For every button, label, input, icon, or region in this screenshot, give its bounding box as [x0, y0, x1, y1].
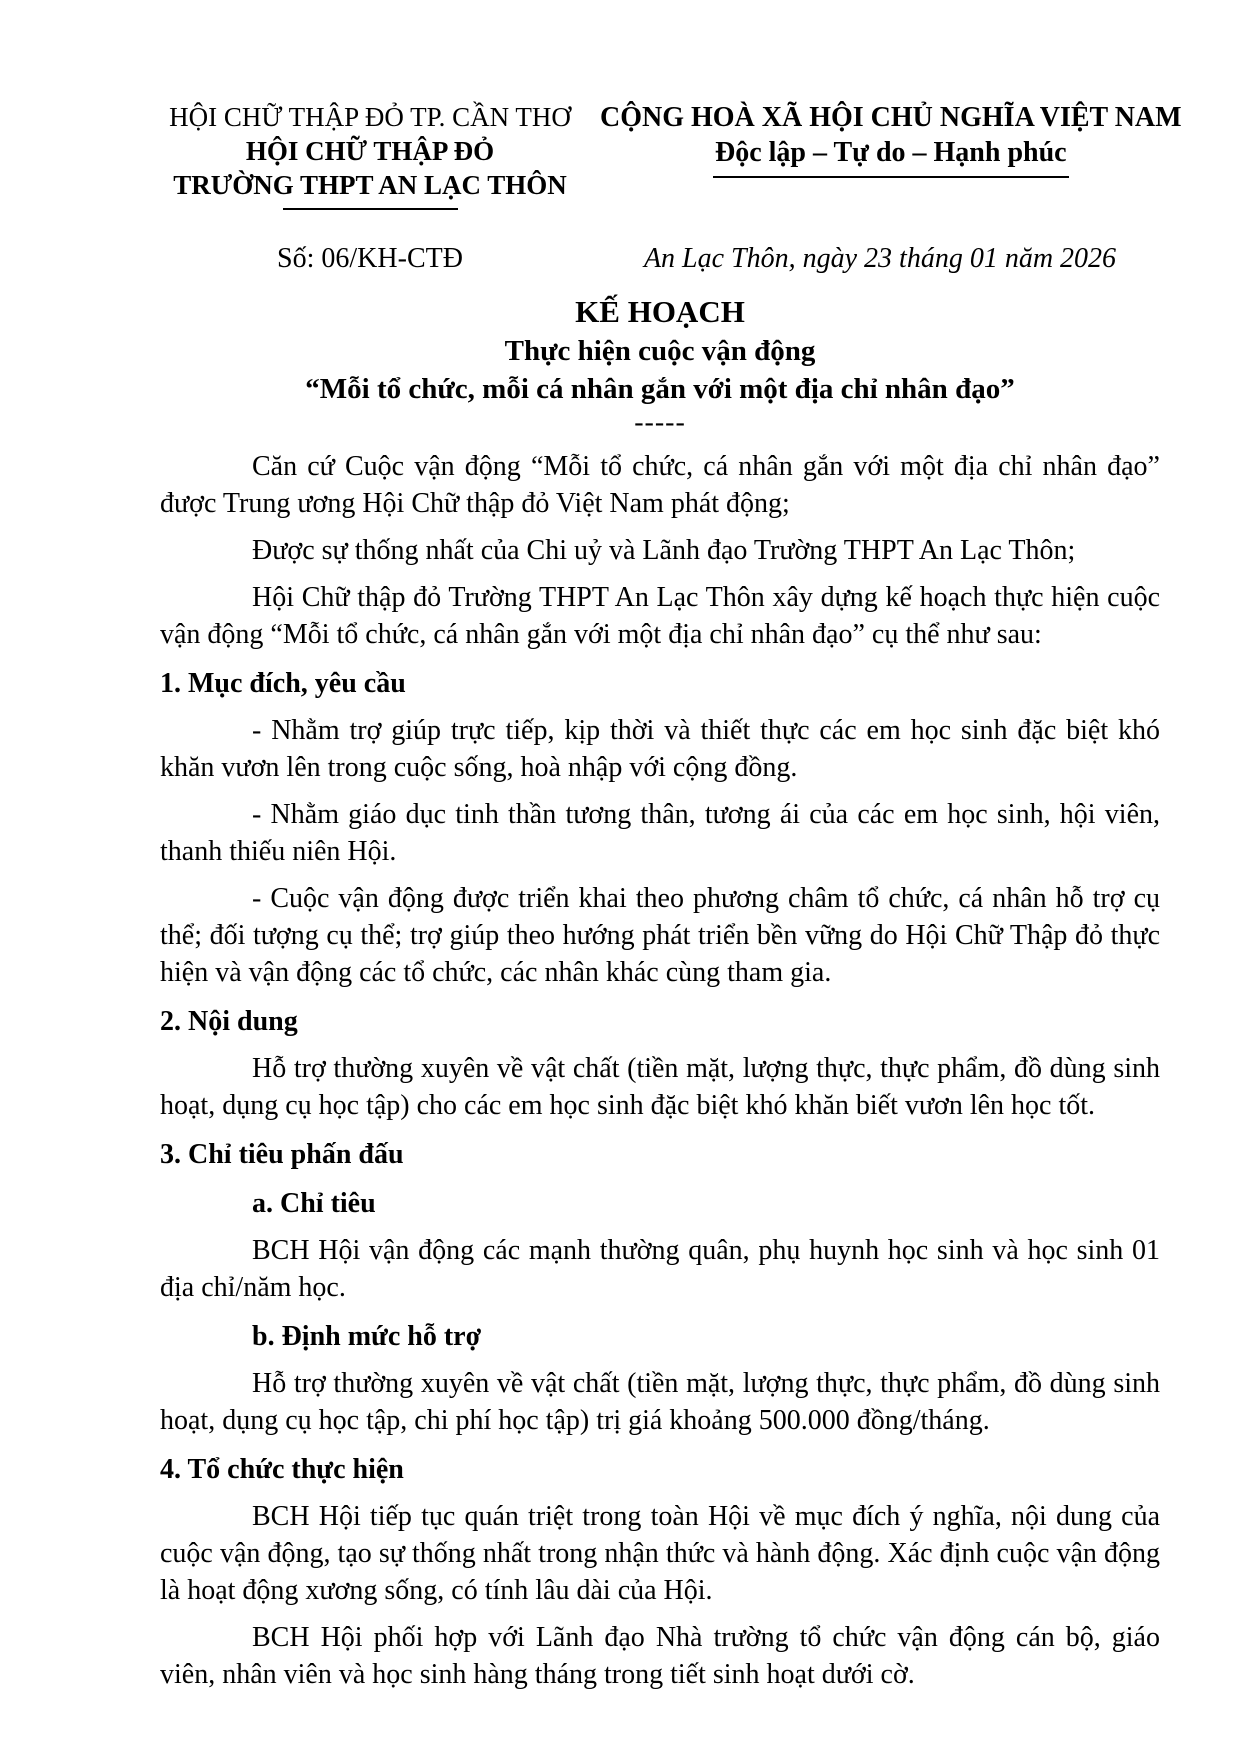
- sub-heading: b. Định mức hỗ trợ: [252, 1321, 482, 1352]
- document-header: [160, 100, 1182, 210]
- sub-heading: a. Chỉ tiêu: [252, 1188, 376, 1219]
- section-heading: 4. Tổ chức thực hiện: [160, 1454, 404, 1485]
- org-name: HỘI CHỮ THẬP ĐỎ: [245, 136, 495, 166]
- paragraph: BCH Hội phối hợp với Lãnh đạo Nhà trường tổ chức vận động cán bộ, giáo viên, nhân viên và học sinh hàng tháng trong tiết sinh hoạt dưới cờ.: [160, 1622, 1160, 1690]
- paragraph: - Cuộc vận động được triển khai theo phương châm tổ chức, cá nhân hỗ trợ cụ thể; đối tượng cụ thể; trợ giúp theo hướng phát triển bền vững do Hội Chữ Thập đỏ thực hiện và vận động các tổ chức, các nhân khác cùng tham gia.: [160, 883, 1160, 988]
- paragraph: Hỗ trợ thường xuyên về vật chất (tiền mặt, lượng thực, thực phẩm, đồ dùng sinh hoạt, dụng cụ học tập) cho các em học sinh đặc biệt khó khăn biết vươn lên học tốt.: [160, 1053, 1160, 1121]
- doc-title-block: [160, 292, 1160, 438]
- paragraph: Căn cứ Cuộc vận động “Mỗi tổ chức, cá nhân gắn với một địa chỉ nhân đạo” được Trung ương Hội Chữ thập đỏ Việt Nam phát động;: [160, 451, 1160, 519]
- title-separator: -----: [634, 407, 686, 438]
- school-name: TRƯỜNG THPT AN LẠC THÔN: [173, 170, 567, 200]
- parent-org-name: HỘI CHỮ THẬP ĐỎ TP. CẦN THƠ: [169, 102, 571, 132]
- section-heading: 2. Nội dung: [160, 1006, 298, 1037]
- national-header-block: [600, 100, 1182, 178]
- paragraph: BCH Hội tiếp tục quán triệt trong toàn Hội về mục đích ý nghĩa, nội dung của cuộc vận động, tạo sự thống nhất trong nhận thức và hành động. Xác định cuộc vận động là hoạt động xương sống, có tính lâu dài của Hội.: [160, 1501, 1160, 1606]
- document-body: [160, 448, 1160, 1693]
- paragraph: - Nhằm giáo dục tinh thần tương thân, tương ái của các em học sinh, hội viên, thanh thiếu niên Hội.: [160, 799, 1160, 867]
- doc-subtitle: Thực hiện cuộc vận động: [504, 335, 816, 367]
- national-title: CỘNG HOÀ XÃ HỘI CHỦ NGHĨA VIỆT NAM: [600, 102, 1182, 133]
- place-date-line: An Lạc Thôn, ngày 23 tháng 01 năm 2026: [643, 243, 1117, 274]
- national-motto: Độc lập – Tự do – Hạnh phúc: [713, 136, 1069, 178]
- paragraph: Hội Chữ thập đỏ Trường THPT An Lạc Thôn xây dựng kế hoạch thực hiện cuộc vận động “Mỗi tổ chức, cá nhân gắn với một địa chỉ nhân đạo” cụ thể như sau:: [160, 582, 1160, 650]
- paragraph: - Nhằm trợ giúp trực tiếp, kịp thời và thiết thực các em học sinh đặc biệt khó khăn vươn lên trong cuộc sống, hoà nhập với cộng đồng.: [160, 715, 1160, 783]
- section-heading: 1. Mục đích, yêu cầu: [160, 668, 406, 699]
- doc-title: KẾ HOẠCH: [575, 294, 745, 329]
- section-heading: 3. Chỉ tiêu phấn đấu: [160, 1139, 404, 1170]
- org-underline-rule: [283, 208, 458, 210]
- paragraph: BCH Hội vận động các mạnh thường quân, phụ huynh học sinh và học sinh 01 địa chỉ/năm học.: [160, 1235, 1160, 1303]
- doc-number: Số: 06/KH-CTĐ: [277, 243, 463, 274]
- doc-meta-row: [160, 240, 1160, 278]
- paragraph: Được sự thống nhất của Chi uỷ và Lãnh đạo Trường THPT An Lạc Thôn;: [252, 535, 1076, 566]
- paragraph: Hỗ trợ thường xuyên về vật chất (tiền mặt, lượng thực, thực phẩm, đồ dùng sinh hoạt, dụng cụ học tập, chi phí học tập) trị giá khoảng 500.000 đồng/tháng.: [160, 1368, 1160, 1436]
- doc-subtitle-quote: “Mỗi tổ chức, mỗi cá nhân gắn với một địa chỉ nhân đạo”: [305, 373, 1015, 405]
- issuing-org-block: [160, 100, 580, 210]
